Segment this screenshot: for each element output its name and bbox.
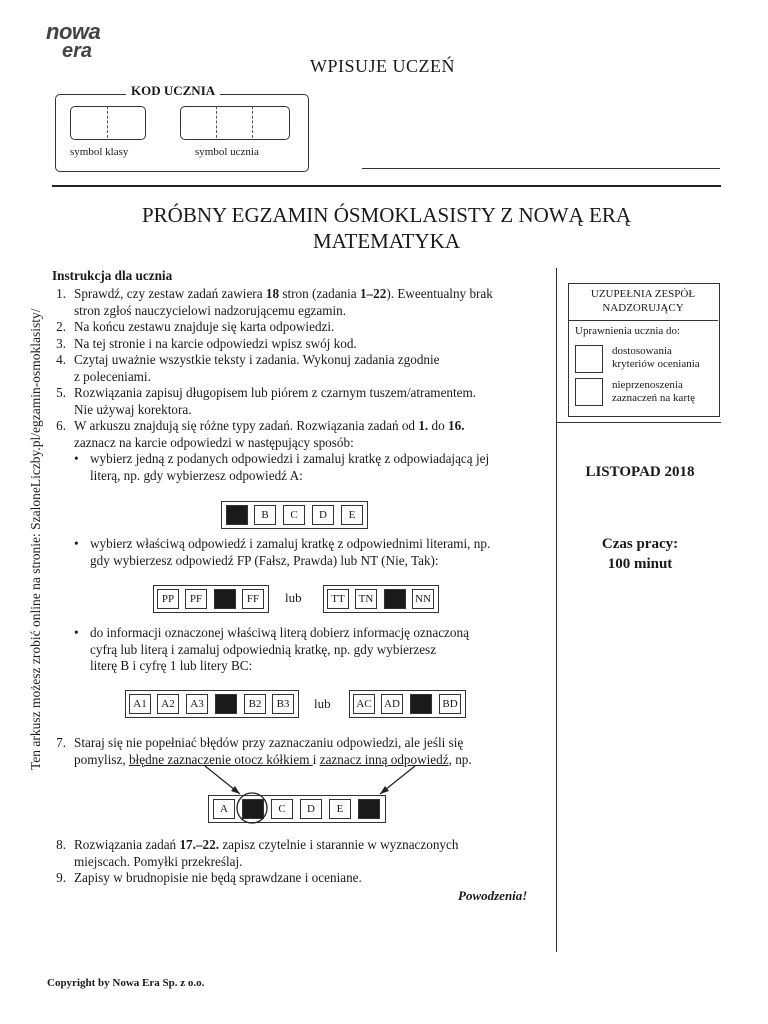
zespol-header-line-1: UZUPEŁNIA ZESPÓŁ: [590, 288, 696, 300]
instruction-7: Staraj się nie popełniać błędów przy zaznaczaniu odpowiedzi, ale jeśli się: [74, 735, 464, 750]
answer-box[interactable]: TT: [327, 589, 349, 609]
copyright: Copyright by Nowa Era Sp. z o.o.: [47, 977, 205, 989]
example-2a-answer-row: [153, 585, 269, 613]
logo-line-1: nowa: [46, 19, 101, 44]
item-number: 2.: [56, 319, 66, 334]
answer-box[interactable]: B: [254, 505, 276, 525]
bullet: •: [74, 451, 79, 466]
nieprzenoszenie-checkbox[interactable]: [575, 378, 603, 406]
example-2b-answer-row: [323, 585, 439, 613]
bullet-3-cont: cyfrą lub literą i zamaluj odpowiednią kratkę, np. gdy wybierzesz: [90, 641, 437, 657]
symbol-ucznia-label: symbol ucznia: [195, 146, 259, 158]
answer-box[interactable]: B3: [272, 694, 294, 714]
instruction-8: Rozwiązania zadań 17.–22. zapisz czytelnie i starannie w wyznaczonych: [74, 837, 459, 852]
symbol-klasy-field[interactable]: [70, 106, 146, 140]
answer-box[interactable]: AC: [353, 694, 375, 714]
answer-box[interactable]: A1: [129, 694, 151, 714]
correction-arrows: [200, 760, 420, 830]
symbol-klasy-label: symbol klasy: [70, 146, 129, 158]
instruction-8-cont: miejscach. Pomyłki przekreślaj.: [74, 853, 243, 869]
answer-box[interactable]: PF: [185, 589, 207, 609]
right-column-divider: [556, 422, 721, 423]
bullet: •: [74, 625, 79, 640]
answer-box[interactable]: NN: [412, 589, 434, 609]
answer-box[interactable]: E: [329, 799, 351, 819]
czas-pracy: [560, 534, 720, 574]
answer-box[interactable]: BD: [439, 694, 461, 714]
instruction-9: Zapisy w brudnopisie nie będą sprawdzane i oceniane.: [74, 870, 362, 885]
answer-box[interactable]: B2: [244, 694, 266, 714]
symbol-ucznia-divider-2: [252, 106, 253, 138]
answer-box[interactable]: AD: [381, 694, 403, 714]
zespol-header-line-2: NADZORUJĄCY: [602, 302, 684, 314]
lub-label: lub: [285, 590, 302, 605]
instruction-5: Rozwiązania zapisuj długopisem lub piórem z czarnym tuszem/atramentem.: [74, 385, 477, 400]
answer-box-filled[interactable]: [215, 694, 237, 714]
nieprzenoszenie-label-2: zaznaczeń na kartę: [612, 392, 696, 404]
bullet-1: wybierz jedną z podanych odpowiedzi i zamaluj kratkę z odpowiadającą jej: [90, 451, 490, 466]
answer-box-filled[interactable]: [214, 589, 236, 609]
exam-title: PRÓBNY EGZAMIN ÓSMOKLASISTY Z NOWĄ ERĄ: [141, 203, 632, 227]
column-divider: [556, 268, 557, 952]
example-3b-answer-row: [349, 690, 466, 718]
item-number: 5.: [56, 385, 66, 400]
wpisuje-uczen-heading: WPISUJE UCZEŃ: [310, 56, 455, 76]
instruction-2: Na końcu zestawu znajduje się karta odpowiedzi.: [74, 319, 335, 334]
answer-box-filled[interactable]: [384, 589, 406, 609]
instructions-heading: Instrukcja dla ucznia: [52, 268, 173, 283]
item-number: 8.: [56, 837, 66, 852]
instruction-1: Sprawdź, czy zestaw zadań zawiera 18 stron (zadania 1–22). Eweentualny brak: [74, 286, 493, 301]
side-online-note: Ten arkusz możesz zrobić online na stronie: SzaloneLiczby.pl/egzamin-osmoklasisty/: [28, 308, 43, 770]
instruction-4-cont: z poleceniami.: [74, 368, 151, 384]
answer-box-filled[interactable]: [410, 694, 432, 714]
instruction-5-cont: Nie używaj korektora.: [74, 401, 192, 417]
dostosowanie-label-2: kryteriów oceniania: [612, 358, 700, 370]
answer-box[interactable]: FF: [242, 589, 264, 609]
bullet-3: do informacji oznaczonej właściwą literą dobierz informację oznaczoną: [90, 625, 469, 640]
item-number: 1.: [56, 286, 66, 301]
answer-box[interactable]: TN: [355, 589, 377, 609]
symbol-klasy-divider: [107, 106, 108, 138]
instruction-3: Na tej stronie i na karcie odpowiedzi wpisz swój kod.: [74, 335, 357, 351]
bullet-2-cont: gdy wybierzesz odpowiedź FP (Fałsz, Prawda) lub NT (Nie, Tak):: [90, 552, 439, 568]
item-number: 3.: [56, 335, 66, 351]
answer-box[interactable]: A3: [186, 694, 208, 714]
kod-ucznia-label: KOD UCZNIA: [126, 83, 220, 99]
answer-box[interactable]: D: [300, 799, 322, 819]
item-number: 6.: [56, 418, 66, 433]
answer-box[interactable]: PP: [157, 589, 179, 609]
bullet-1-cont: literą, np. gdy wybierzesz odpowiedź A:: [90, 467, 303, 483]
uprawnienia-label: Uprawnienia ucznia do:: [575, 325, 681, 337]
instruction-6: W arkuszu znajdują się różne typy zadań. Rozwiązania zadań od 1. do 16.: [74, 418, 465, 433]
bullet: •: [74, 536, 79, 551]
correction-circle: [237, 793, 267, 823]
dostosowanie-checkbox[interactable]: [575, 345, 603, 373]
nowa-era-logo: [46, 19, 101, 62]
lub-label: lub: [314, 696, 331, 711]
answer-box[interactable]: C: [271, 799, 293, 819]
bullet-3-cont-2: literę B i cyfrę 1 lub litery BC:: [90, 658, 253, 673]
answer-box[interactable]: C: [283, 505, 305, 525]
nieprzenoszenie-label-1: nieprzenoszenia: [612, 379, 683, 391]
zespol-header: [568, 283, 718, 321]
instruction-1-cont: stron zgłoś nauczycielowi nadzorującemu egzamin.: [74, 302, 347, 318]
example-3a-answer-row: [125, 690, 299, 718]
nieprzenoszenie-label: [612, 379, 695, 405]
exam-subject: MATEMATYKA: [313, 229, 460, 253]
symbol-ucznia-divider-1: [216, 106, 217, 138]
name-line[interactable]: [362, 168, 720, 169]
instruction-7-cont: pomylisz, błędne zaznaczenie otocz kółkiem i zaznacz inną odpowiedź, np.: [74, 751, 472, 767]
powodzenia: Powodzenia!: [458, 888, 528, 903]
item-number: 9.: [56, 870, 66, 885]
item-number: 4.: [56, 352, 66, 367]
czas-pracy-label: Czas pracy:: [601, 536, 679, 552]
dostosowanie-label-1: dostosowania: [612, 345, 672, 357]
answer-box-filled[interactable]: [226, 505, 248, 525]
bullet-2: wybierz właściwą odpowiedź i zamaluj kratkę z odpowiednimi literami, np.: [90, 536, 491, 551]
header-divider: [52, 185, 721, 187]
answer-box[interactable]: D: [312, 505, 334, 525]
logo-line-2: era: [62, 39, 93, 62]
instruction-4: Czytaj uważnie wszystkie teksty i zadania. Wykonuj zadania zgodnie: [74, 352, 440, 367]
czas-pracy-value: 100 minut: [607, 556, 673, 572]
exam-date: LISTOPAD 2018: [585, 464, 695, 480]
example-1-answer-row: [221, 501, 368, 529]
item-number: 7.: [56, 735, 66, 750]
instruction-6-cont: zaznacz na karcie odpowiedzi w następujący sposób:: [74, 434, 354, 450]
answer-box[interactable]: A: [213, 799, 235, 819]
answer-box[interactable]: A2: [157, 694, 179, 714]
symbol-ucznia-field[interactable]: [180, 106, 290, 140]
dostosowanie-label: [612, 345, 700, 371]
answer-box[interactable]: E: [341, 505, 363, 525]
